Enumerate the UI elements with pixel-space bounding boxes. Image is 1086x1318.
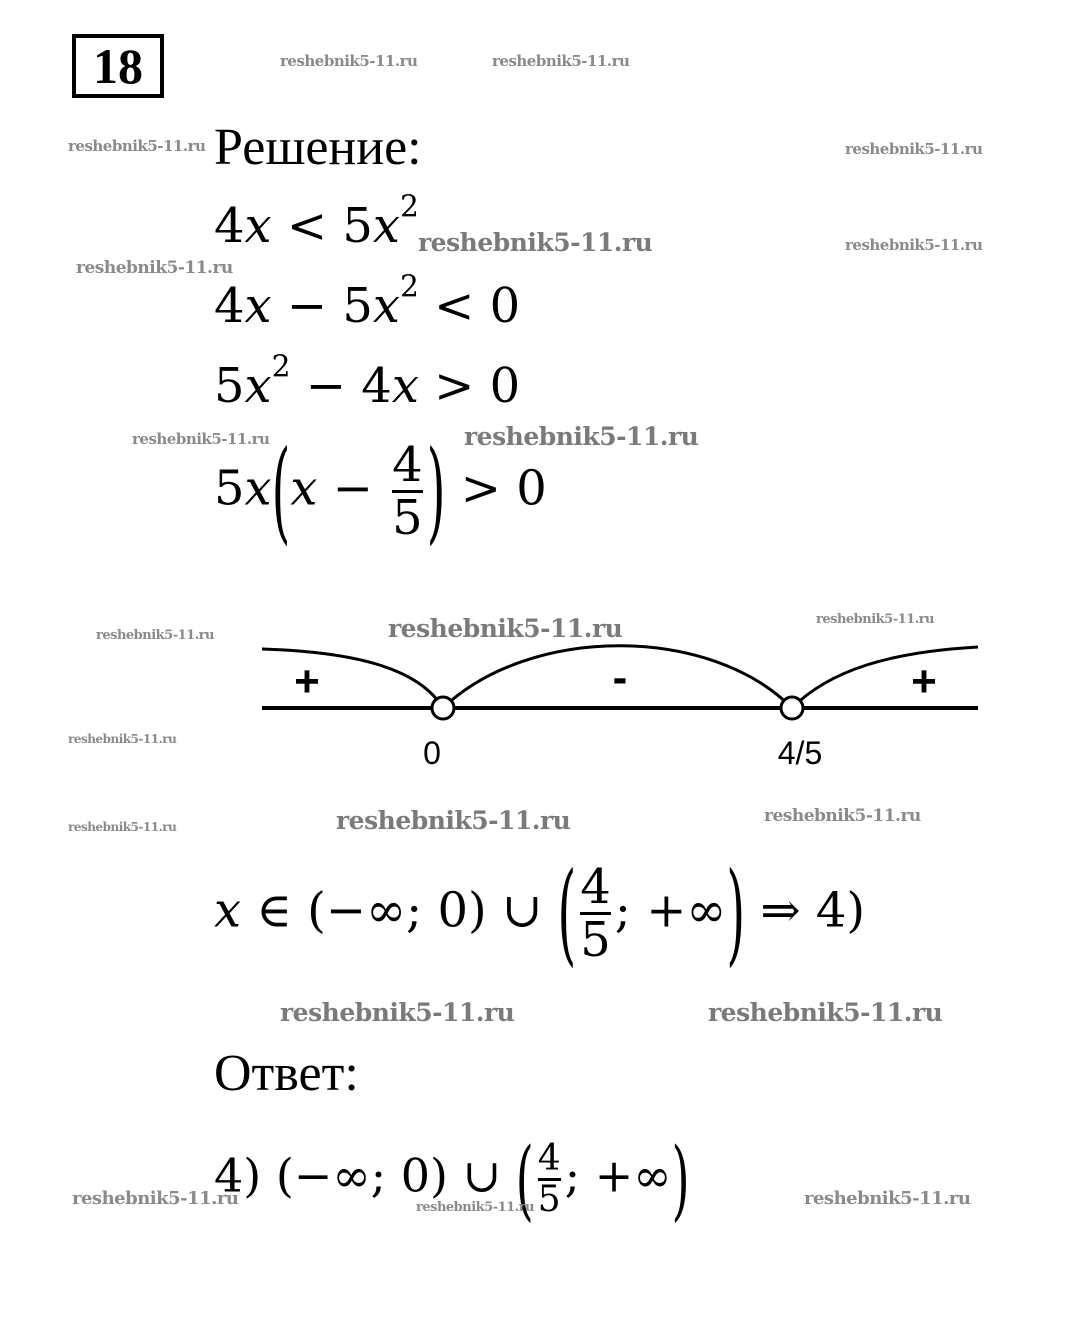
step-3-inequality xyxy=(214,349,521,414)
step-4-tail: > 0 xyxy=(445,460,547,517)
step-1-var: x xyxy=(244,198,272,254)
step-2-var: x xyxy=(244,278,272,334)
result-implies: ⇒ 4) xyxy=(745,882,866,939)
open-point-zero xyxy=(432,697,454,719)
watermark: reshebnik5-11.ru xyxy=(845,236,983,254)
step-4-inner-var: x xyxy=(290,460,318,517)
watermark: reshebnik5-11.ru xyxy=(280,52,418,70)
step-2-op: − 5 xyxy=(271,278,373,334)
result-var: x xyxy=(214,882,242,939)
step-4-inequality xyxy=(214,427,547,557)
answer-after: ; +∞ xyxy=(564,1148,672,1203)
result-set: ∈ (−∞; 0) ∪ xyxy=(241,882,558,939)
number-line xyxy=(250,630,990,780)
step-2-var2: x xyxy=(372,278,400,334)
step-2-tail: < 0 xyxy=(418,278,521,334)
watermark: reshebnik5-11.ru xyxy=(418,228,653,257)
watermark: reshebnik5-11.ru xyxy=(764,806,921,826)
step-2-exponent: 2 xyxy=(399,269,419,305)
arc-left xyxy=(262,649,443,708)
answer-right-paren: ) xyxy=(671,1127,690,1231)
answer-prefix: 4) (−∞; 0) ∪ xyxy=(214,1148,516,1203)
solution-heading: Решение: xyxy=(214,119,422,176)
answer-denominator: 5 xyxy=(537,1178,561,1220)
watermark: reshebnik5-11.ru xyxy=(132,430,270,448)
watermark: reshebnik5-11.ru xyxy=(816,612,935,627)
task-number: 18 xyxy=(93,38,143,94)
watermark: reshebnik5-11.ru xyxy=(72,1188,239,1209)
step-4-var: x xyxy=(244,460,272,517)
point-label-four-fifths: 4/5 xyxy=(777,735,823,771)
step-4-coef: 5 xyxy=(214,460,245,517)
watermark: reshebnik5-11.ru xyxy=(388,614,623,643)
watermark: reshebnik5-11.ru xyxy=(68,820,177,834)
step-3-coef: 5 xyxy=(214,358,245,414)
watermark: reshebnik5-11.ru xyxy=(96,628,215,643)
watermark: reshebnik5-11.ru xyxy=(68,732,177,746)
answer-numerator: 4 xyxy=(537,1138,561,1179)
watermark: reshebnik5-11.ru xyxy=(68,137,206,155)
sign-left: + xyxy=(294,657,320,706)
task-number-box xyxy=(72,34,164,98)
step-4-fraction xyxy=(392,437,423,547)
step-3-op: − 4 xyxy=(290,358,392,414)
step-4-denominator: 5 xyxy=(392,490,423,547)
watermark: reshebnik5-11.ru xyxy=(416,1200,535,1215)
step-4-right-paren: ) xyxy=(426,427,446,557)
step-4-left-paren: ( xyxy=(271,427,291,557)
step-1-op: < 5 xyxy=(271,198,373,254)
step-1-coef: 4 xyxy=(214,198,245,254)
result-line xyxy=(214,849,866,979)
step-3-var: x xyxy=(244,358,272,414)
result-numerator: 4 xyxy=(580,859,611,915)
step-1-var2: x xyxy=(372,198,400,254)
result-fraction xyxy=(580,859,611,969)
sign-right: + xyxy=(911,657,937,706)
watermark: reshebnik5-11.ru xyxy=(280,998,515,1027)
result-right-paren: ) xyxy=(726,849,746,979)
step-2-inequality xyxy=(214,269,521,334)
step-2-coef: 4 xyxy=(214,278,245,334)
open-point-four-fifths xyxy=(781,697,803,719)
result-denominator: 5 xyxy=(580,912,611,969)
arc-right xyxy=(792,647,978,708)
watermark: reshebnik5-11.ru xyxy=(76,258,233,278)
watermark: reshebnik5-11.ru xyxy=(845,140,983,158)
step-1-inequality xyxy=(214,189,419,254)
step-3-var2: x xyxy=(391,358,419,414)
answer-left-paren: ( xyxy=(515,1127,534,1231)
answer-fraction xyxy=(538,1140,561,1219)
watermark: reshebnik5-11.ru xyxy=(492,52,630,70)
result-after: ; +∞ xyxy=(614,882,727,939)
result-left-paren: ( xyxy=(557,849,577,979)
step-4-minus: − xyxy=(317,460,389,517)
watermark: reshebnik5-11.ru xyxy=(804,1188,971,1209)
point-label-zero: 0 xyxy=(423,735,441,771)
watermark: reshebnik5-11.ru xyxy=(708,998,943,1027)
watermark: reshebnik5-11.ru xyxy=(336,806,571,835)
step-4-numerator: 4 xyxy=(392,437,423,493)
sign-middle: - xyxy=(612,653,628,702)
step-3-tail: > 0 xyxy=(418,358,521,414)
step-3-exponent: 2 xyxy=(271,349,291,385)
step-1-exponent: 2 xyxy=(399,189,419,225)
answer-heading: Ответ: xyxy=(214,1045,359,1102)
watermark: reshebnik5-11.ru xyxy=(464,422,699,451)
